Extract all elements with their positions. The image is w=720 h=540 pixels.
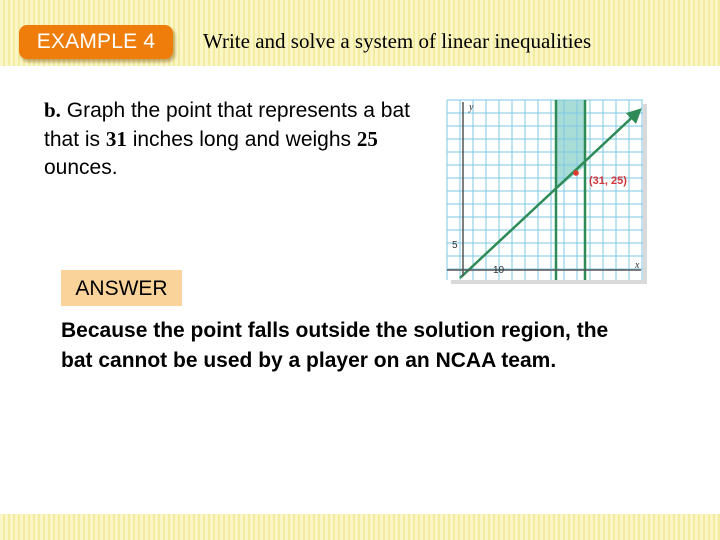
y-axis-label: y (469, 102, 474, 113)
bat-weight-value: 25 (356, 127, 378, 151)
question-text (44, 96, 434, 182)
coordinate-graph (425, 96, 655, 286)
footer-band (0, 514, 720, 540)
graph-background (447, 100, 643, 280)
y-tick-label: 5 (452, 240, 458, 251)
graph-svg (425, 96, 655, 286)
answer-text: Because the point falls outside the solution region, the bat cannot be used by a player on an NCAA team. (61, 319, 609, 372)
question-text-3: ounces. (44, 156, 118, 179)
answer-label: ANSWER (61, 270, 182, 306)
point-label: (31, 25) (589, 175, 627, 187)
bat-point (573, 170, 579, 176)
question-text-1: Graph the point that represents a bat that is (44, 99, 410, 151)
bat-length-value: 31 (105, 127, 127, 151)
x-axis-label: x (635, 260, 640, 271)
slide-title: Write and solve a system of linear inequalities (203, 29, 592, 53)
x-tick-label: 10 (493, 265, 505, 276)
question-text-2: inches long and weighs (126, 128, 357, 151)
example-badge: EXAMPLE 4 (19, 25, 173, 59)
question-part-label: b. (44, 98, 61, 122)
